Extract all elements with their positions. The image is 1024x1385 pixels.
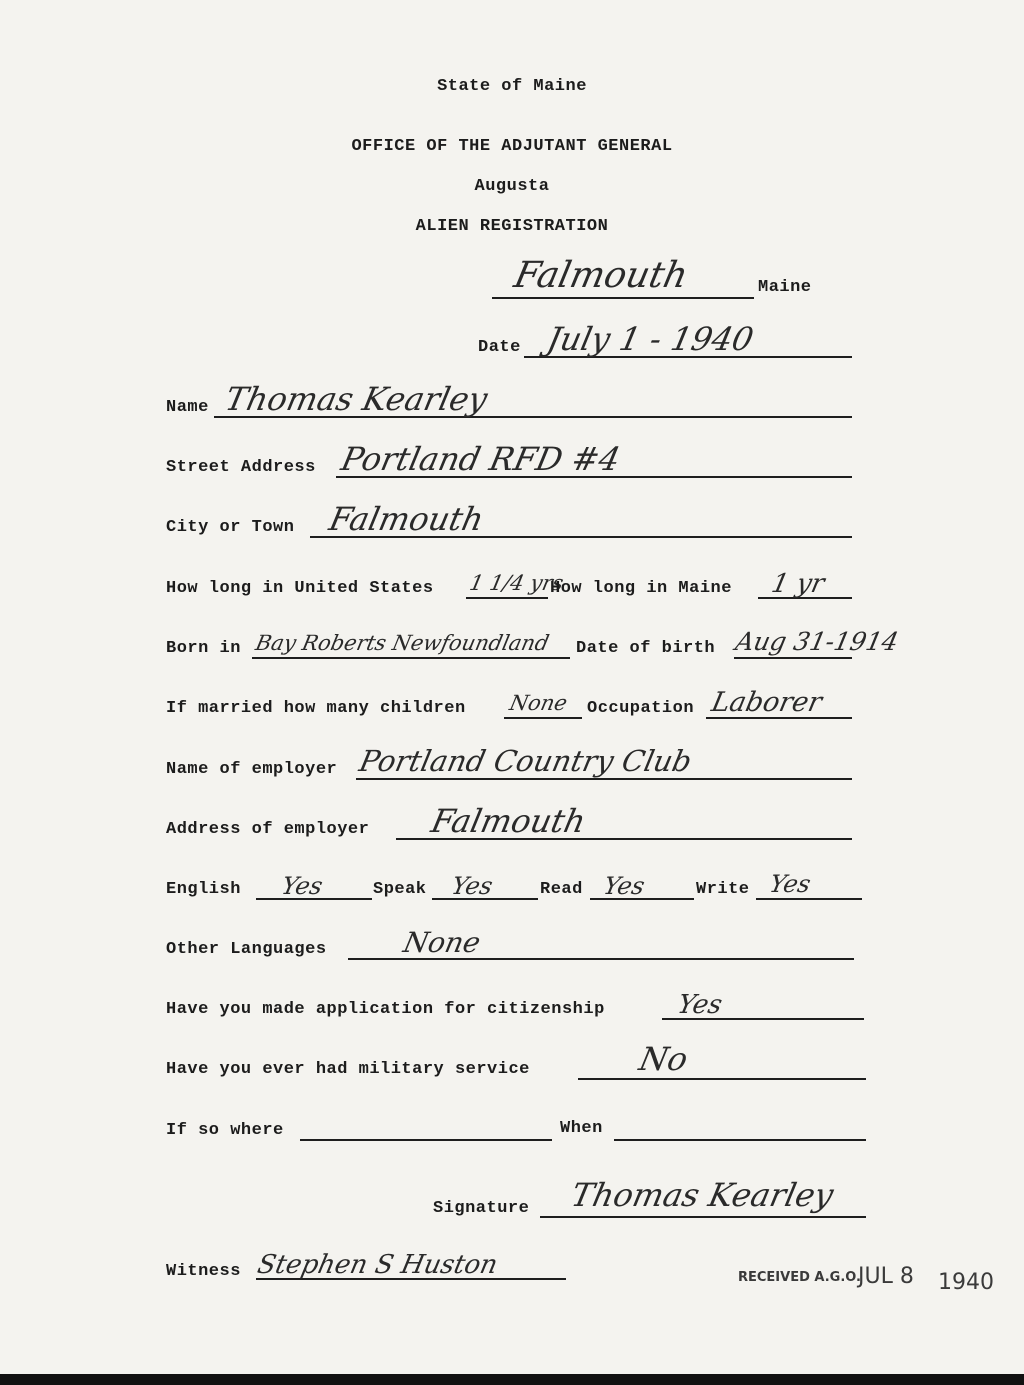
children-value: None — [507, 691, 570, 715]
city-heading: Augusta — [474, 177, 550, 196]
state-heading: State of Maine — [437, 77, 587, 96]
name-label: Name — [166, 398, 209, 417]
employer-address-label: Address of employer — [166, 820, 370, 839]
signature-value: Thomas Kearley — [567, 1176, 837, 1214]
name-value: Thomas Kearley — [221, 380, 491, 418]
write-value: Yes — [767, 870, 814, 898]
date-of-birth-line — [734, 657, 852, 659]
office-heading: OFFICE OF THE ADJUTANT GENERAL — [351, 137, 673, 156]
received-stamp-year: 1940 — [938, 1270, 994, 1295]
how-long-maine-label: How long in Maine — [550, 579, 732, 598]
occupation-label: Occupation — [587, 699, 695, 718]
scan-border — [0, 1374, 1024, 1385]
employer-address-value: Falmouth — [427, 802, 590, 840]
how-long-us-value: 1 1/4 yrs — [467, 571, 566, 595]
read-label: Read — [540, 880, 583, 899]
military-value: No — [635, 1040, 692, 1078]
if-so-where-label: If so where — [166, 1121, 284, 1140]
employer-name-label: Name of employer — [166, 760, 338, 779]
other-languages-value: None — [400, 926, 484, 959]
street-address-value: Portland RFD #4 — [337, 440, 624, 478]
write-line — [756, 898, 862, 900]
date-value: July 1 - 1940 — [543, 320, 757, 358]
occupation-value: Laborer — [708, 687, 825, 718]
employer-name-line — [356, 778, 852, 780]
write-label: Write — [696, 880, 750, 899]
citizenship-value: Yes — [674, 990, 725, 1020]
born-in-value: Bay Roberts Newfoundland — [253, 631, 552, 655]
city-town-label: City or Town — [166, 518, 295, 537]
place-line — [492, 297, 754, 299]
military-line — [578, 1078, 866, 1080]
read-value: Yes — [601, 872, 648, 900]
english-label: English — [166, 880, 241, 899]
city-town-value: Falmouth — [325, 500, 488, 538]
citizenship-label: Have you made application for citizenship — [166, 1000, 605, 1019]
when-label: When — [560, 1119, 603, 1138]
children-line — [504, 717, 582, 719]
military-label: Have you ever had military service — [166, 1060, 530, 1079]
date-of-birth-label: Date of birth — [576, 639, 716, 658]
when-line — [614, 1139, 866, 1141]
english-value: Yes — [279, 872, 326, 900]
other-languages-label: Other Languages — [166, 940, 327, 959]
signature-label: Signature — [433, 1199, 530, 1218]
maine-label: Maine — [758, 278, 812, 297]
born-in-line — [252, 657, 570, 659]
date-of-birth-value: Aug 31-1914 — [732, 627, 902, 656]
witness-label: Witness — [166, 1262, 241, 1281]
if-so-where-line — [300, 1139, 552, 1141]
received-stamp-text: RECEIVED A.G.O. — [738, 1270, 861, 1285]
received-stamp-date: JUL 8 — [858, 1264, 914, 1289]
born-in-label: Born in — [166, 639, 241, 658]
signature-line — [540, 1216, 866, 1218]
speak-label: Speak — [373, 880, 427, 899]
form-title: ALIEN REGISTRATION — [415, 217, 609, 236]
witness-value: Stephen S Huston — [254, 1250, 501, 1280]
how-long-us-label: How long in United States — [166, 579, 434, 598]
employer-name-value: Portland Country Club — [356, 744, 695, 778]
married-children-label: If married how many children — [166, 699, 466, 718]
how-long-maine-value: 1 yr — [768, 569, 828, 599]
street-address-label: Street Address — [166, 458, 316, 477]
place-value: Falmouth — [510, 255, 692, 296]
how-long-us-line — [466, 597, 548, 599]
speak-value: Yes — [449, 872, 496, 900]
date-label: Date — [478, 338, 521, 357]
